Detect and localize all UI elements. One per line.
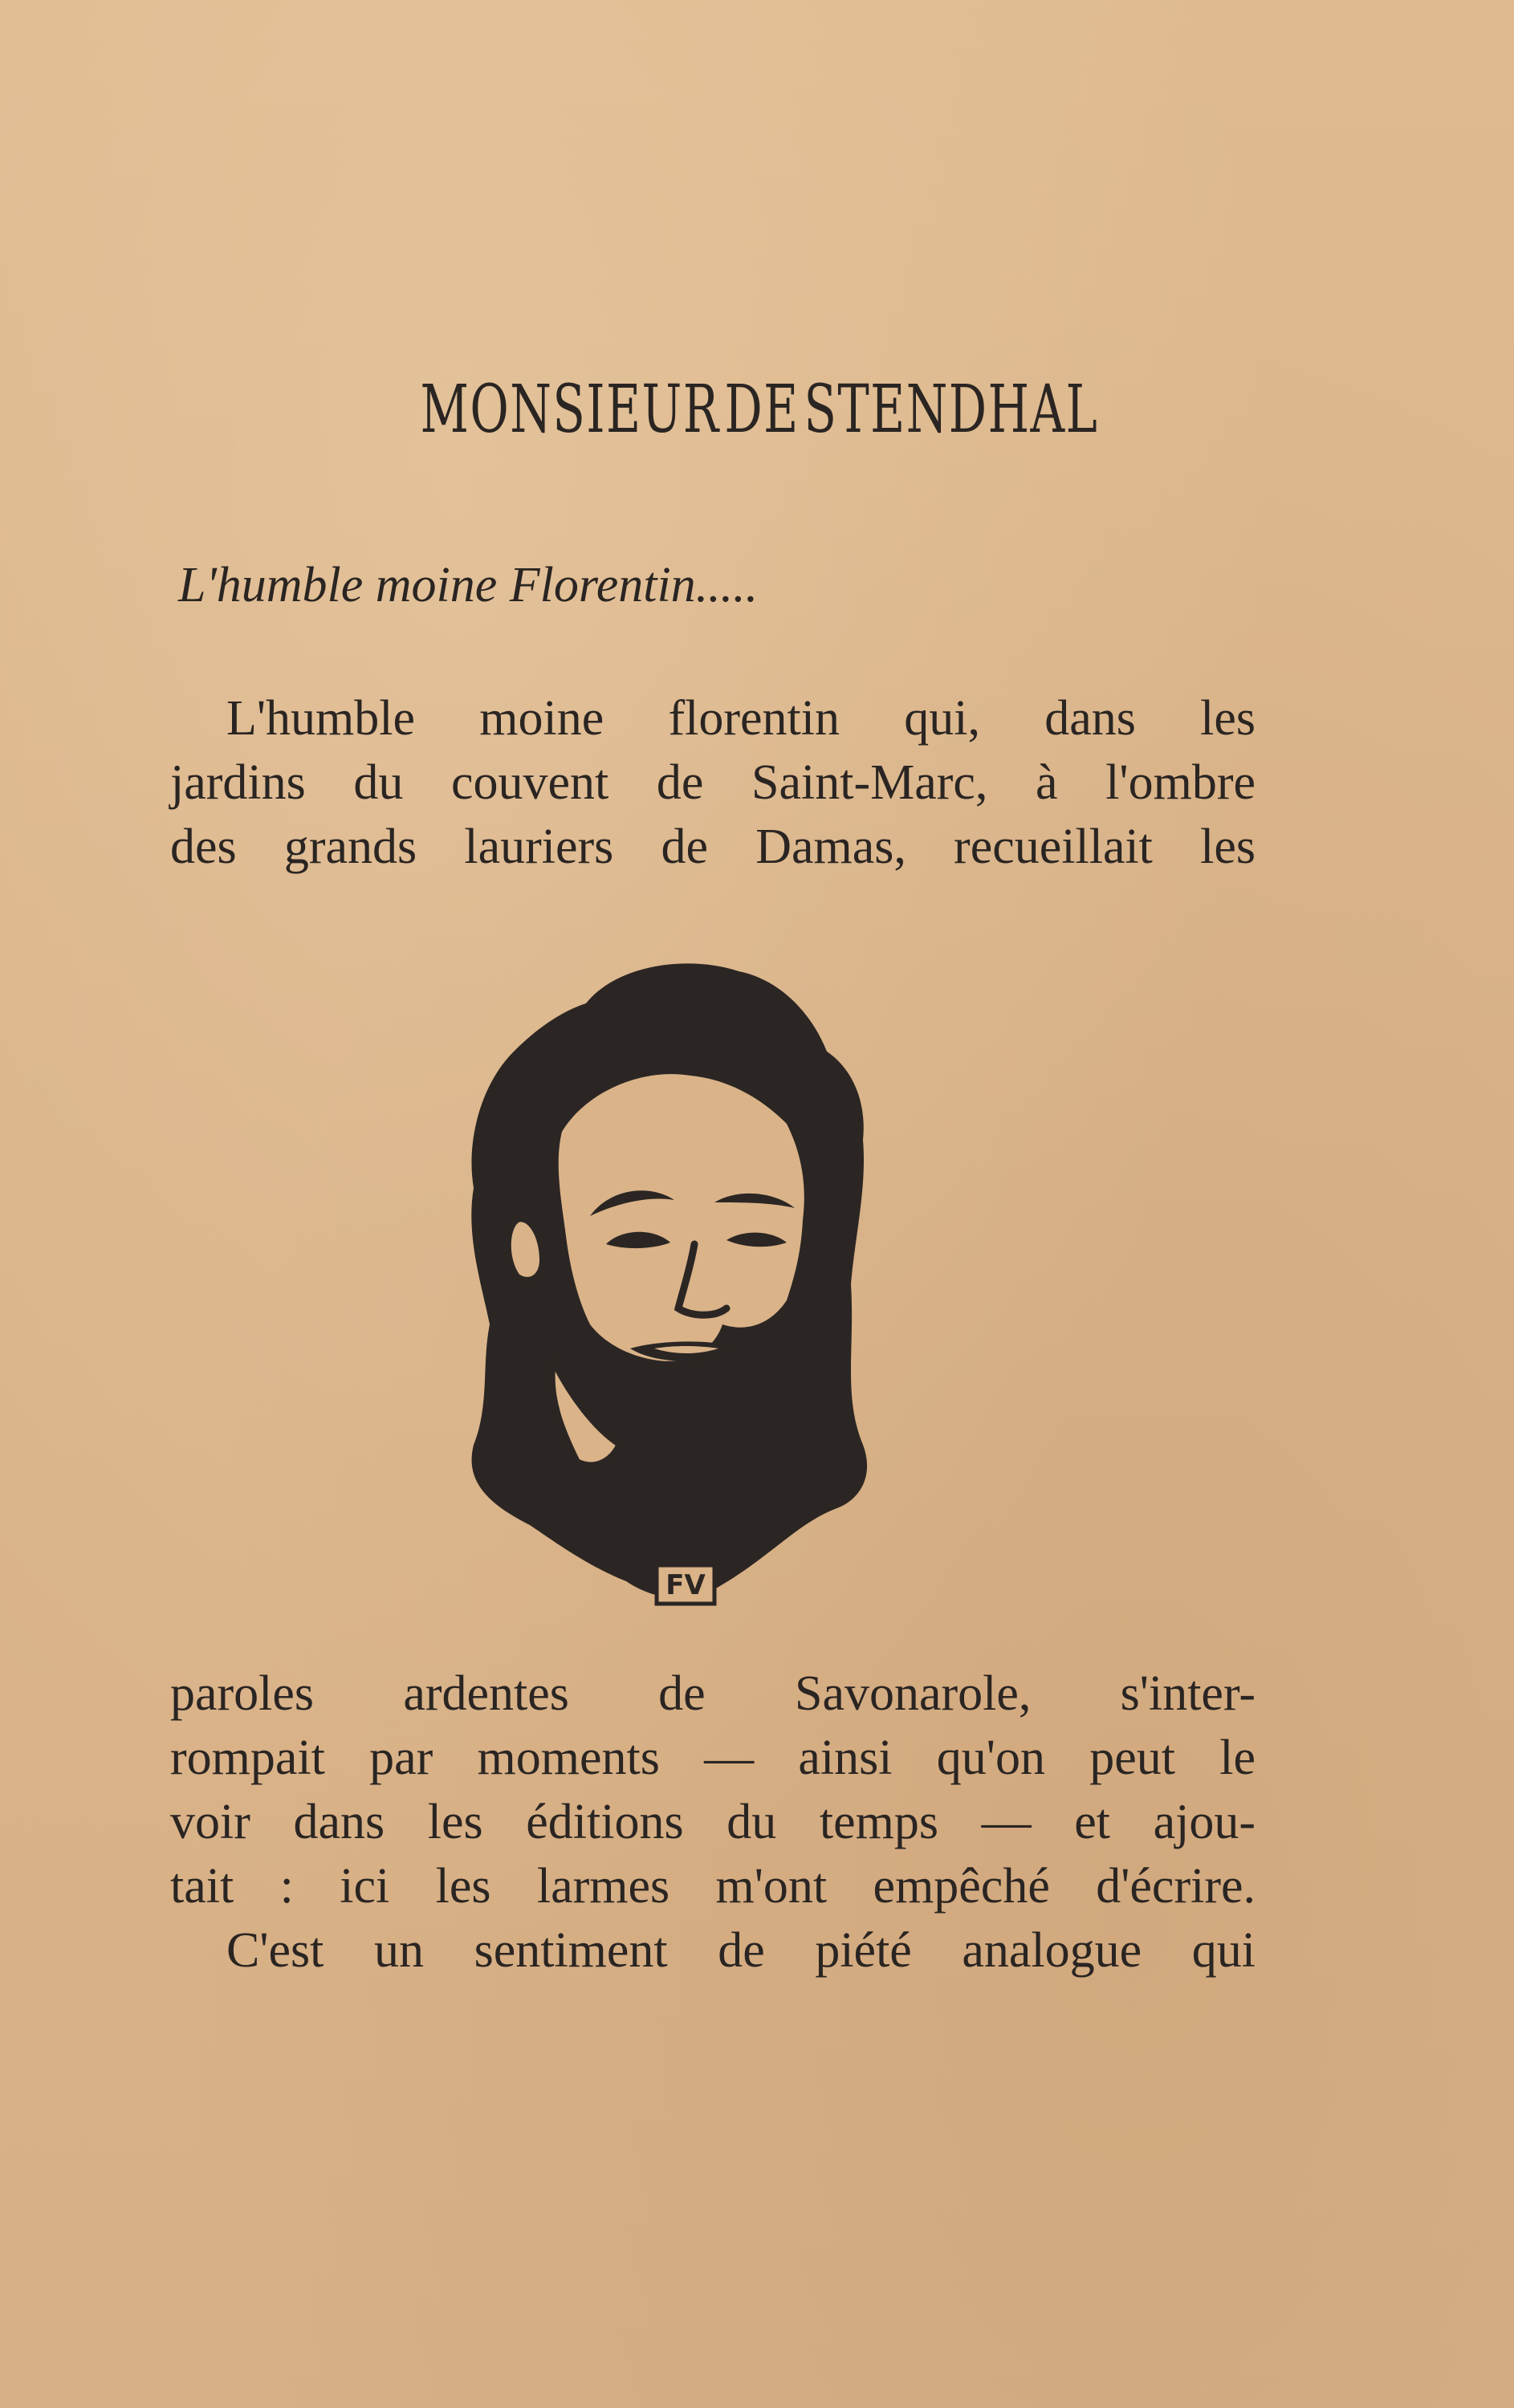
paragraph-1-line-2: jardins du couvent de Saint-Marc, à l'ombre — [170, 755, 1256, 810]
paragraph-2-line-2: rompait par moments — ainsi qu'on peut le — [170, 1731, 1256, 1785]
paragraph-1-line-1: L'humble moine florentin qui, dans les — [226, 691, 1256, 746]
paragraph-1-line-3: des grands lauriers de Damas, recueillait les — [170, 820, 1256, 874]
paragraph-2-line-1: paroles ardentes de Savonarole, s'inter- — [170, 1666, 1256, 1721]
paragraph-2-line-4: tait : ici les larmes m'ont empêché d'écrire. — [170, 1859, 1256, 1914]
portrait-woodcut-icon — [450, 947, 899, 1637]
paragraph-2 — [170, 1662, 1256, 1983]
monogram-text: FV — [665, 1569, 706, 1601]
paragraph-2-line-3: voir dans les éditions du temps — et ajou- — [170, 1795, 1256, 1849]
chapter-subtitle: L'humble moine Florentin..... — [178, 558, 759, 612]
paragraph-1 — [170, 686, 1256, 879]
page-title-word: MONSIEUR — [420, 372, 720, 448]
page-title-word: STENDHAL — [804, 372, 1099, 448]
page-title — [212, 372, 1302, 448]
portrait-face — [559, 1074, 804, 1361]
page-title-word: DE — [724, 372, 800, 448]
paragraph-3-line-1: C'est un sentiment de piété analogue qui — [226, 1923, 1256, 1978]
